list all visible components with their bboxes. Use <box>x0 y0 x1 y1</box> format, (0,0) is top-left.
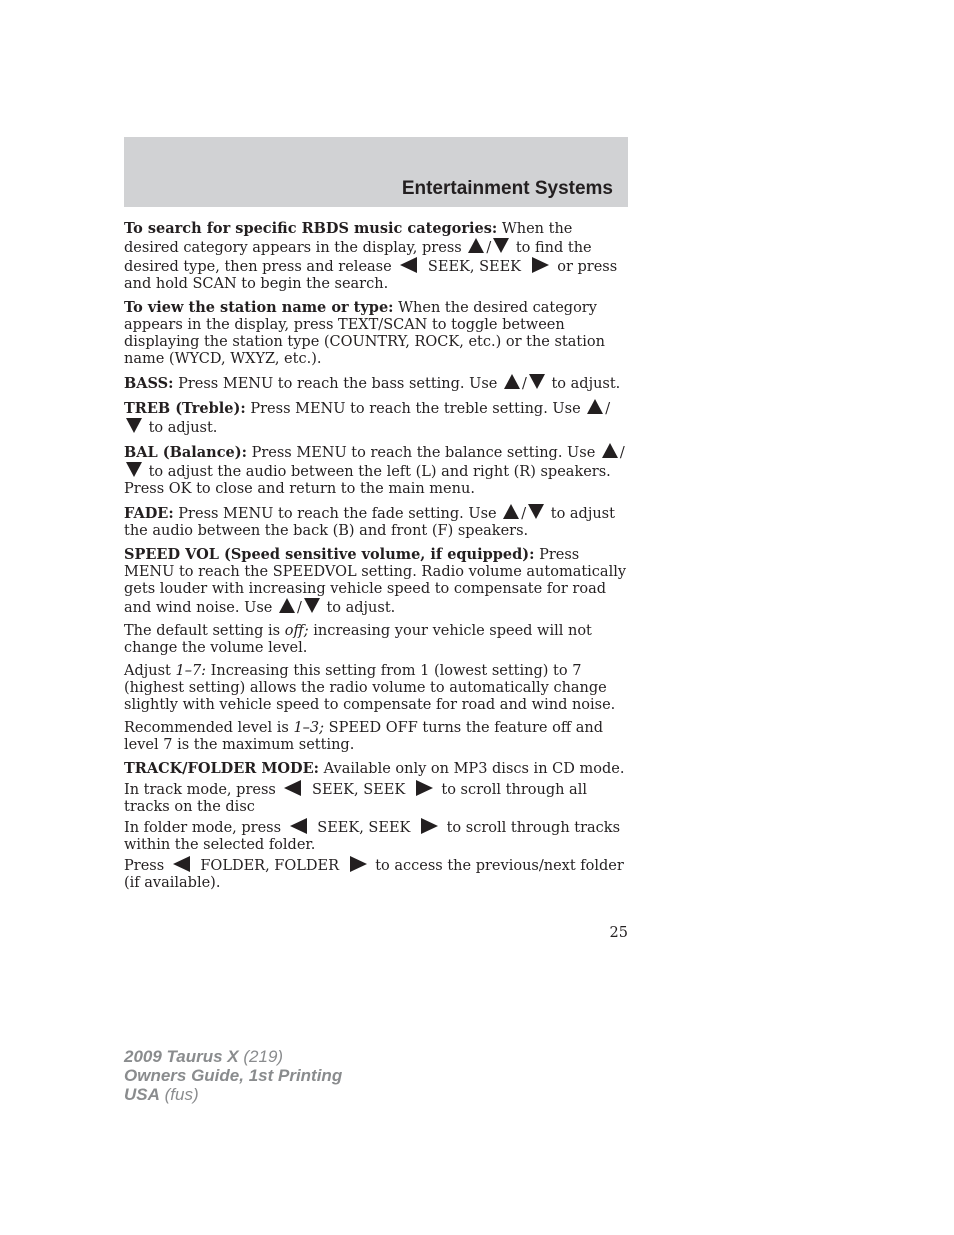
arrow-down-icon <box>529 374 545 389</box>
paragraph-balance: BAL (Balance): Press MENU to reach the balance setting. Use / to adjust the audio between the left (L) and right (R) speakers. Press OK to close and return to the main menu. <box>124 444 625 497</box>
term-label: To view the station name or type: <box>124 299 394 316</box>
paragraph-adjust-range: Adjust 1–7: Increasing this setting from 1 (lowest setting) to 7 (highest setting) allows the radio volume to automatically change slightly with vehicle speed to compensate for road and wind noise. <box>124 663 616 713</box>
arrow-up-icon <box>504 374 520 389</box>
arrow-right-icon <box>416 780 433 796</box>
paragraph-station-name: To view the station name or type: When the desired category appears in the display, press TEXT/SCAN to toggle between displaying the station type (COUNTRY, ROCK, etc.) or the station name (WYCD, WXYZ, etc.). <box>124 299 605 367</box>
paragraph-fade: FADE: Press MENU to reach the fade setting. Use / to adjust the audio between the back (B) and front (F) speakers. <box>124 505 615 539</box>
section-header-band <box>124 137 628 207</box>
paragraph-speed-vol: SPEED VOL (Speed sensitive volume, if equipped): Press MENU to reach the SPEEDVOL setting. Radio volume automatically gets louder with increasing vehicle speed to compensate for road and wind noise. Use / to adjust. <box>124 546 627 616</box>
paragraph-default-setting: The default setting is off; increasing your vehicle speed will not change the volume level. <box>124 623 592 656</box>
arrow-up-icon <box>587 399 603 414</box>
arrow-right-icon <box>350 856 367 872</box>
arrow-down-icon <box>528 504 544 519</box>
arrow-up-icon <box>468 238 484 253</box>
term-label: To search for specific RBDS music categories: <box>124 220 498 237</box>
paragraph-track-mode: In track mode, press SEEK, SEEK to scroll through all tracks on the disc <box>124 782 587 815</box>
paragraph-folder-press: Press FOLDER, FOLDER to access the previous/next folder (if available). <box>124 858 624 891</box>
paragraph-recommended-level: Recommended level is 1–3; SPEED OFF turns the feature off and level 7 is the maximum setting. <box>124 720 603 753</box>
term-label: TRACK/FOLDER MODE: <box>124 760 320 777</box>
arrow-left-icon <box>400 257 417 273</box>
arrow-down-icon <box>493 238 509 253</box>
arrow-up-icon <box>279 598 295 613</box>
paragraph-bass: BASS: Press MENU to reach the bass setting. Use / to adjust. <box>124 375 621 392</box>
arrow-down-icon <box>126 462 142 477</box>
footer-line-model: 2009 Taurus X (219) <box>124 1047 284 1066</box>
term-label: BAL (Balance): <box>124 444 247 461</box>
term-label: SPEED VOL (Speed sensitive volume, if equipped): <box>124 546 535 563</box>
manual-content <box>124 220 629 898</box>
paragraph-folder-mode: In folder mode, press SEEK, SEEK to scroll through tracks within the selected folder. <box>124 820 621 853</box>
arrow-down-icon <box>126 418 142 433</box>
arrow-right-icon <box>532 257 549 273</box>
term-label: FADE: <box>124 505 174 522</box>
paragraph-track-folder-mode: TRACK/FOLDER MODE: Available only on MP3 discs in CD mode. <box>124 760 625 777</box>
arrow-up-icon <box>602 443 618 458</box>
paragraph-rbds-search: To search for specific RBDS music categories: When the desired category appears in the display, press / to find the desired type, then press and release SEEK, SEEK or press and hold SCAN to begin the search. <box>124 220 618 292</box>
arrow-left-icon <box>173 856 190 872</box>
paragraph-treble: TREB (Treble): Press MENU to reach the treble setting. Use / to adjust. <box>124 400 611 436</box>
term-label: TREB (Treble): <box>124 400 246 417</box>
footer-line-guide: Owners Guide, 1st Printing <box>124 1066 343 1085</box>
term-label: BASS: <box>124 375 174 392</box>
arrow-left-icon <box>290 818 307 834</box>
arrow-right-icon <box>421 818 438 834</box>
page-number: 25 <box>609 925 628 941</box>
section-title: Entertainment Systems <box>401 178 613 199</box>
footer-line-market: USA (fus) <box>124 1085 199 1104</box>
arrow-down-icon <box>304 598 320 613</box>
arrow-up-icon <box>503 504 519 519</box>
document-footer <box>124 1047 342 1104</box>
arrow-left-icon <box>284 780 301 796</box>
